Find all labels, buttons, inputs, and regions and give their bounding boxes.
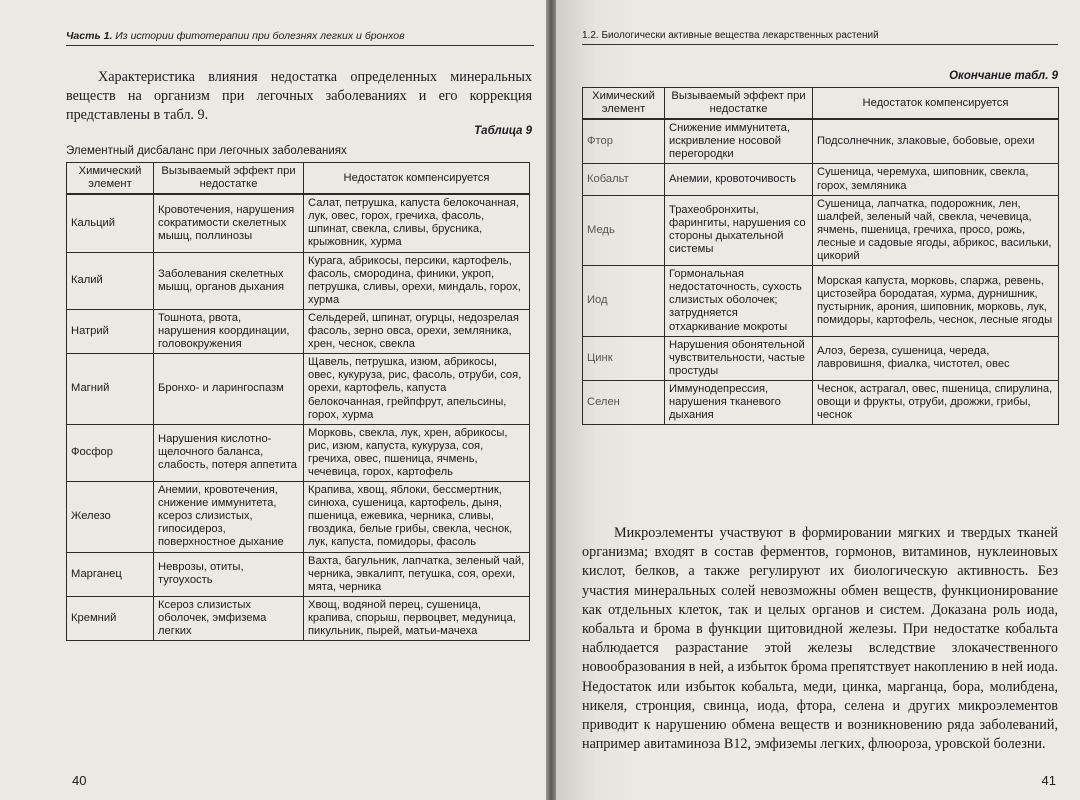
compensation-cell: Хвощ, водяной перец, сушеница, крапива, спорыш, первоцвет, медуница, пикульник, пырей, матьи-мачеха (304, 596, 530, 640)
effect-cell: Иммунодепрессия, нарушения тканевого дыхания (665, 380, 813, 424)
running-head-right: 1.2. Биологически активные вещества лекарственных растений (582, 30, 1058, 45)
table-header-cell: Вызываемый эффект при недостатке (665, 88, 813, 120)
effect-cell: Гормональная недостаточность, сухость слизистых оболочек; затрудняется отхаркивание мокроты (665, 266, 813, 336)
table-row (583, 336, 1059, 380)
table-title: Элементный дисбаланс при легочных заболеваниях (66, 145, 347, 157)
effect-cell: Ксероз слизистых оболочек, эмфизема легких (154, 596, 304, 640)
element-cell: Кобальт (583, 164, 665, 195)
table-continuation-label: Окончание табл. 9 (949, 70, 1058, 82)
compensation-cell: Сушеница, черемуха, шиповник, свекла, горох, земляника (813, 164, 1059, 195)
compensation-cell: Крапива, хвощ, яблоки, бессмертник, синюха, сушеница, картофель, дыня, пшеница, ежевика, черника, сливы, гвоздика, белые грибы, свекла, чеснок, лук, капуста, помидоры, фасоль (304, 482, 530, 552)
effect-cell: Нарушения кислотно-щелочного баланса, слабость, потеря аппетита (154, 424, 304, 481)
table-label: Таблица 9 (474, 125, 532, 137)
mineral-table-part-1 (66, 162, 530, 641)
compensation-cell: Щавель, петрушка, изюм, абрикосы, овес, кукуруза, рис, фасоль, отруби, соя, орехи, картофель, капуста белокочанная, грейпфрут, апельсины, горох, хурма (304, 354, 530, 424)
effect-cell: Кровотечения, нарушения сократимости скелетных мышц, поллинозы (154, 194, 304, 252)
table-row (67, 552, 530, 596)
effect-cell: Трахеобронхиты, фарингиты, нарушения со стороны дыхательной системы (665, 195, 813, 265)
table-header-cell: Вызываемый эффект при недостатке (154, 163, 304, 195)
table-header-cell: Недостаток компенсируется (813, 88, 1059, 120)
element-cell: Кремний (67, 596, 154, 640)
compensation-cell: Сельдерей, шпинат, огурцы, недозрелая фасоль, зерно овса, орехи, земляника, хрен, чеснок, свекла (304, 309, 530, 353)
compensation-cell: Вахта, багульник, лапчатка, зеленый чай, черника, эвкалипт, петушка, соя, орехи, мята, черника (304, 552, 530, 596)
element-cell: Марганец (67, 552, 154, 596)
compensation-cell: Салат, петрушка, капуста белокочанная, лук, овес, горох, гречиха, фасоль, шпинат, свекла, сливы, брусника, крыжовник, хурма (304, 194, 530, 252)
effect-cell: Неврозы, отиты, тугоухость (154, 552, 304, 596)
element-cell: Медь (583, 195, 665, 265)
body-paragraph: Микроэлементы участвуют в формировании мягких и твердых тканей организма; входят в состав ферментов, гормонов, витаминов, нуклеиновых кислот, белков, а также регулируют их биологическую активность. Без участия минеральных солей невозможны обмен веществ, функционирование как отдельных клеток, так и целых органов и систем. Доказана роль иода, кобальта и брома в функции щитовидной железы. При недостатке кобальта наблюдается разрастание этой железы вследствие злокачественного новообразования в ней, а избыток брома препятствует накоплению в ней иода. Недостаток или избыток кобальта, меди, цинка, марганца, бора, молибдена, никеля, стронция, свинца, иода, фтора, селена и других микроэлементов приводит к нарушению обмена веществ и возникновению ряда заболеваний, например авитаминоза B12, эмфиземы легких, флюороза, уровской болезни. (582, 525, 1058, 753)
compensation-cell: Курага, абрикосы, персики, картофель, фасоль, смородина, финики, укроп, петрушка, сливы, орехи, миндаль, горох, хурма (304, 252, 530, 309)
table-header-row (583, 88, 1059, 120)
table-row (583, 164, 1059, 195)
table-row (583, 119, 1059, 164)
running-head-title: Из истории фитотерапии при болезнях легких и бронхов (115, 30, 405, 42)
element-cell: Фосфор (67, 424, 154, 481)
effect-cell: Тошнота, рвота, нарушения координации, головокружения (154, 309, 304, 353)
effect-cell: Бронхо- и ларингоспазм (154, 354, 304, 424)
element-cell: Цинк (583, 336, 665, 380)
element-cell: Иод (583, 266, 665, 336)
table-row (67, 596, 530, 640)
effect-cell: Анемии, кровоточивость (665, 164, 813, 195)
compensation-cell: Морковь, свекла, лук, хрен, абрикосы, рис, изюм, капуста, кукуруза, соя, гречиха, овес, пшеница, ячмень, чечевица, горох, картофель (304, 424, 530, 481)
compensation-cell: Алоэ, береза, сушеница, череда, лавровишня, фиалка, чистотел, овес (813, 336, 1059, 380)
compensation-cell: Чеснок, астрагал, овес, пшеница, спирулина, овощи и фрукты, отруби, дрожжи, грибы, чеснок (813, 380, 1059, 424)
effect-cell: Снижение иммунитета, искривление носовой перегородки (665, 119, 813, 164)
book-spine (546, 0, 556, 800)
element-cell: Железо (67, 482, 154, 552)
effect-cell: Заболевания скелетных мышц, органов дыхания (154, 252, 304, 309)
table-row (67, 424, 530, 481)
table-header-cell: Химический элемент (583, 88, 665, 120)
page-number: 40 (72, 773, 87, 788)
page-number: 41 (1041, 773, 1056, 788)
table-row (583, 380, 1059, 424)
compensation-cell: Подсолнечник, злаковые, бобовые, орехи (813, 119, 1059, 164)
table-row (67, 309, 530, 353)
table-header-row (67, 163, 530, 195)
element-cell: Селен (583, 380, 665, 424)
element-cell: Магний (67, 354, 154, 424)
compensation-cell: Сушеница, лапчатка, подорожник, лен, шалфей, зеленый чай, свекла, чечевица, ячмень, пшеница, гречиха, просо, рожь, лесные и садовые ягоды, абрикос, васильки, цикорий (813, 195, 1059, 265)
running-head-part: Часть 1. (66, 30, 113, 42)
effect-cell: Нарушения обонятельной чувствительности, частые простуды (665, 336, 813, 380)
element-cell: Фтор (583, 119, 665, 164)
right-page (556, 0, 1080, 800)
table-header-cell: Химический элемент (67, 163, 154, 195)
mineral-table-part-2 (582, 87, 1059, 425)
table-row (583, 195, 1059, 265)
element-cell: Калий (67, 252, 154, 309)
compensation-cell: Морская капуста, морковь, спаржа, ревень, цистозейра бородатая, хурма, дурнишник, пустырник, арония, шиповник, морковь, лук, помидоры, картофель, чеснок, лесные ягоды (813, 266, 1059, 336)
element-cell: Кальций (67, 194, 154, 252)
running-head-left (66, 30, 534, 46)
table-row (67, 194, 530, 252)
table-header-cell: Недостаток компенсируется (304, 163, 530, 195)
table-row (67, 252, 530, 309)
intro-paragraph: Характеристика влияния недостатка определенных минеральных веществ на организм при легочных заболеваниях и его коррекция представлены в табл. 9. (66, 69, 532, 123)
table-row (67, 482, 530, 552)
table-row (67, 354, 530, 424)
effect-cell: Анемии, кровотечения, снижение иммунитета, ксероз слизистых, гипосидероз, поверхностное дыхание (154, 482, 304, 552)
element-cell: Натрий (67, 309, 154, 353)
table-row (583, 266, 1059, 336)
